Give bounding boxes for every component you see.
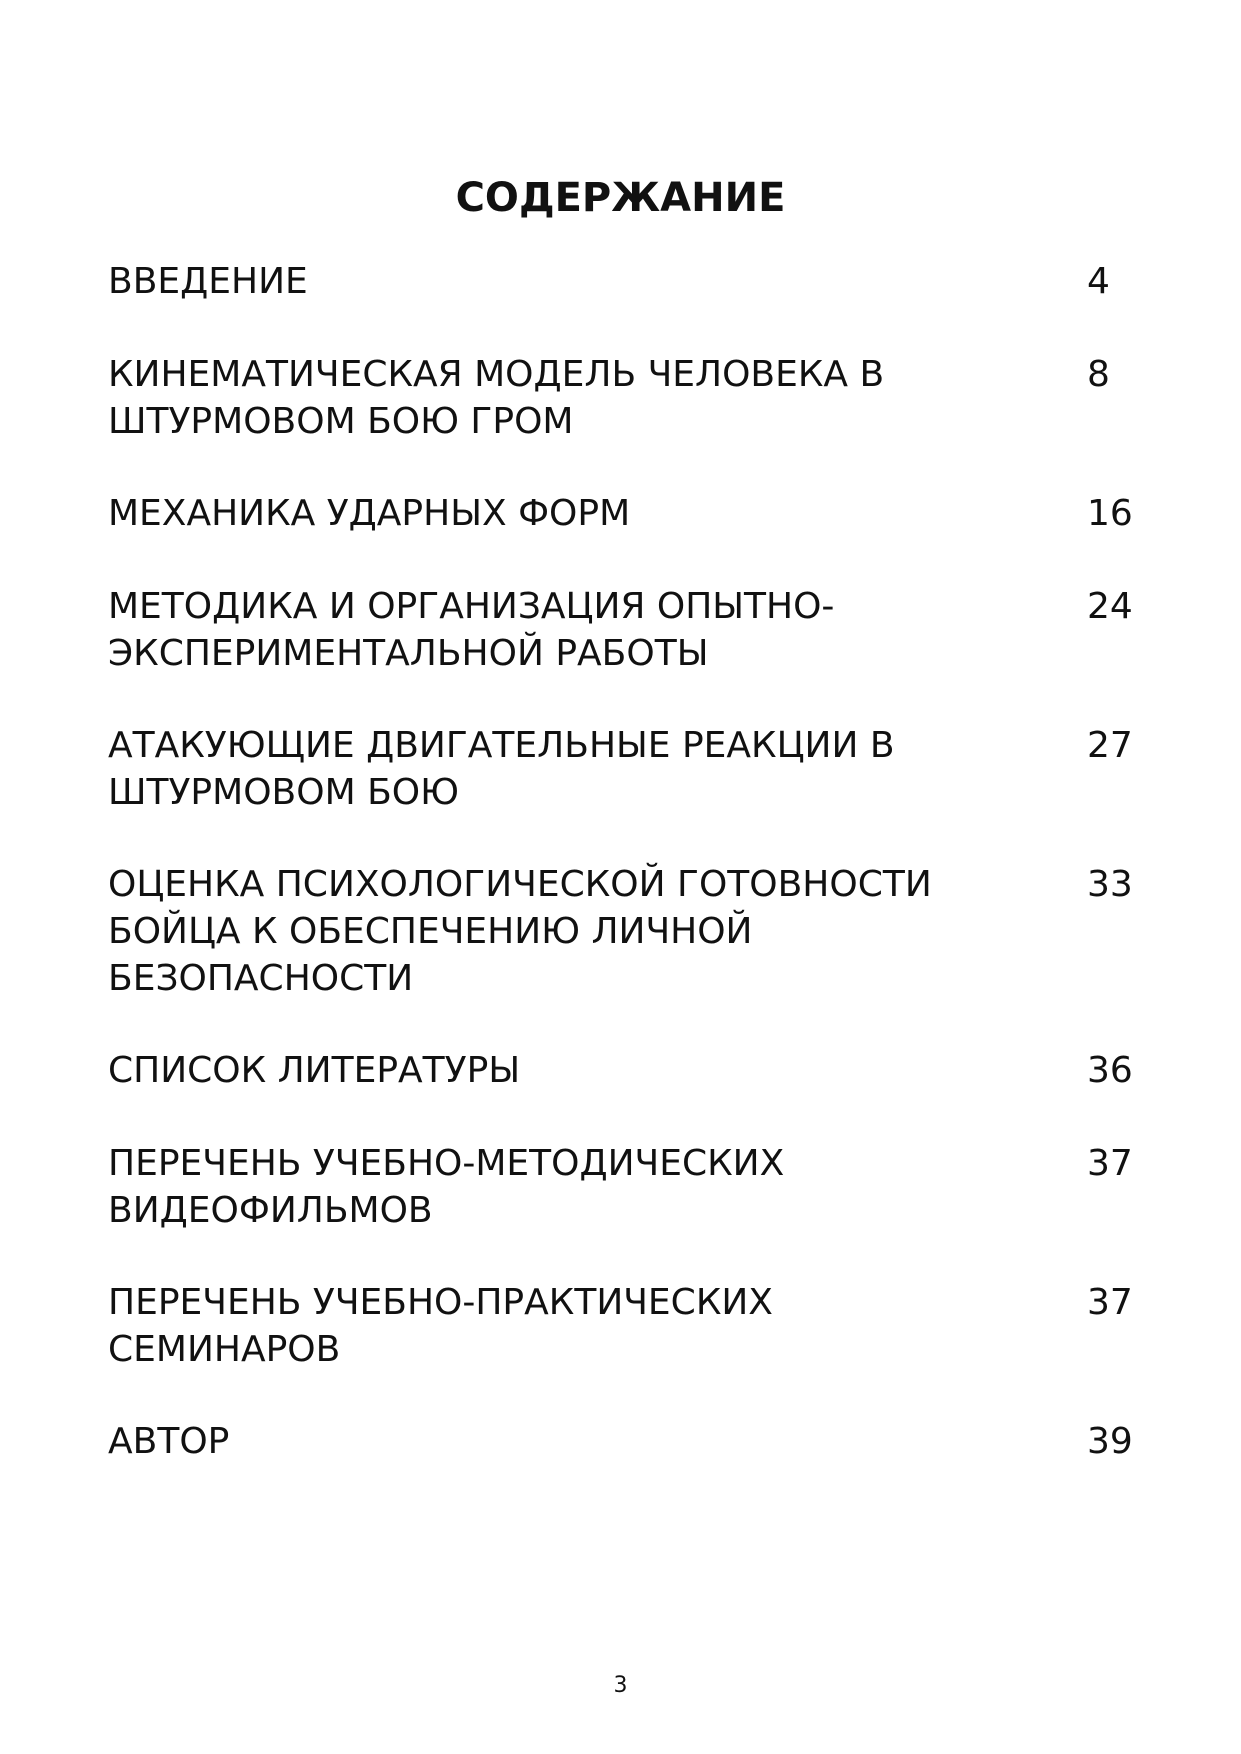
toc-entry-page-number: 39	[1087, 1421, 1133, 1462]
toc-entry-title: АТАКУЮЩИЕ ДВИГАТЕЛЬНЫЕ РЕАКЦИИ В ШТУРМОВОМ БОЮ	[108, 725, 895, 813]
toc-entry-title: АВТОР	[108, 1421, 230, 1462]
toc-entry-author[interactable]	[108, 1418, 1140, 1466]
table-of-contents	[108, 258, 1140, 1511]
toc-entry-page-number: 37	[1087, 1282, 1133, 1323]
toc-entry-page-number: 33	[1087, 864, 1133, 905]
toc-entry-page-number: 8	[1087, 354, 1110, 395]
toc-entry-title: ВВЕДЕНИЕ	[108, 261, 308, 302]
toc-entry-title: КИНЕМАТИЧЕСКАЯ МОДЕЛЬ ЧЕЛОВЕКА В ШТУРМОВОМ БОЮ ГРОМ	[108, 354, 885, 442]
toc-entry-video-list[interactable]	[108, 1140, 1140, 1234]
toc-entry-methodology[interactable]	[108, 583, 1140, 677]
toc-entry-seminars-list[interactable]	[108, 1279, 1140, 1373]
toc-entry-page-number: 36	[1087, 1050, 1133, 1091]
toc-entry-page-number: 16	[1087, 493, 1133, 534]
toc-entry-introduction[interactable]	[108, 258, 1140, 306]
toc-entry-title: ПЕРЕЧЕНЬ УЧЕБНО-МЕТОДИЧЕСКИХ ВИДЕОФИЛЬМОВ	[108, 1143, 785, 1231]
toc-entry-page-number: 4	[1087, 261, 1110, 302]
toc-entry-title: МЕХАНИКА УДАРНЫХ ФОРМ	[108, 493, 631, 534]
toc-entry-references[interactable]	[108, 1047, 1140, 1095]
toc-entry-psychological-readiness[interactable]	[108, 861, 1140, 1002]
toc-entry-page-number: 37	[1087, 1143, 1133, 1184]
page-title: СОДЕРЖАНИЕ	[455, 174, 786, 221]
toc-entry-title: ПЕРЕЧЕНЬ УЧЕБНО-ПРАКТИЧЕСКИХ СЕМИНАРОВ	[108, 1282, 773, 1370]
toc-entry-page-number: 24	[1087, 586, 1133, 627]
toc-entry-title: ОЦЕНКА ПСИХОЛОГИЧЕСКОЙ ГОТОВНОСТИ БОЙЦА К ОБЕСПЕЧЕНИЮ ЛИЧНОЙ БЕЗОПАСНОСТИ	[108, 864, 932, 999]
toc-entry-strike-mechanics[interactable]	[108, 490, 1140, 538]
toc-entry-page-number: 27	[1087, 725, 1133, 766]
toc-entry-title: МЕТОДИКА И ОРГАНИЗАЦИЯ ОПЫТНО- ЭКСПЕРИМЕНТАЛЬНОЙ РАБОТЫ	[108, 586, 835, 674]
toc-entry-attacking-reactions[interactable]	[108, 722, 1140, 816]
toc-entry-title: СПИСОК ЛИТЕРАТУРЫ	[108, 1050, 521, 1091]
page-number: 3	[613, 1673, 628, 1698]
toc-entry-kinematic-model[interactable]	[108, 351, 1140, 445]
